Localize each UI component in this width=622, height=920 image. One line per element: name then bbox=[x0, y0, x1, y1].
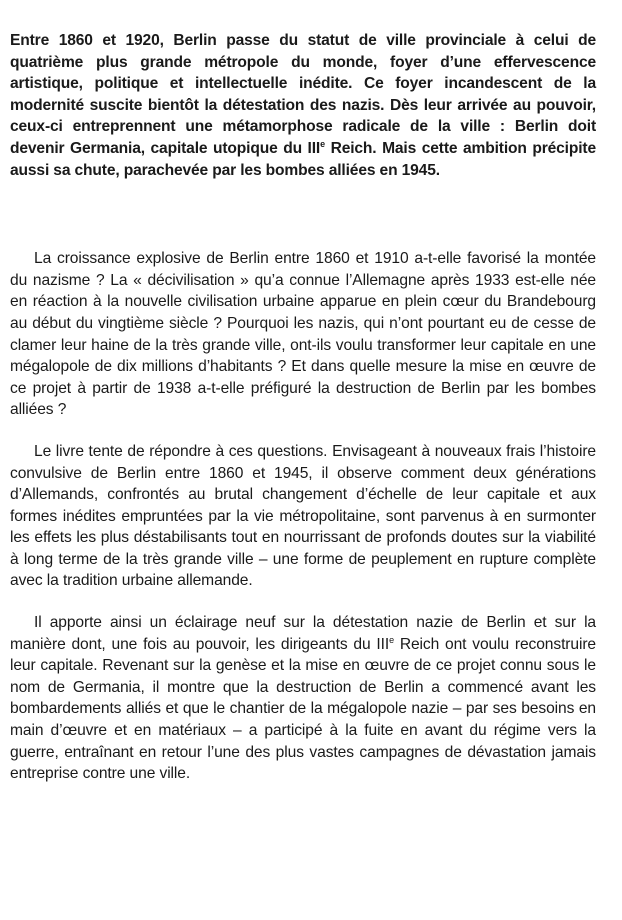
intro-text-part2: Reich. Mais cette ambition précipite aussi sa chute, parachevée par les bombes alliées en 1945. bbox=[10, 139, 596, 179]
intro-text-part1: Entre 1860 et 1920, Berlin passe du statut de ville provinciale à celui de quatrième plus grande métropole du monde, foyer d’une effervescence artistique, politique et intellectuelle inédite. Ce foyer incandescent de la modernité suscite bientôt la détestation des nazis. Dès leur arrivée au pouvoir, ceux-ci entreprennent une métamorphose radicale de la ville : Berlin doit devenir Germania, capitale utopique du III bbox=[10, 32, 596, 157]
paragraph-3-part2: Reich ont voulu reconstruire leur capitale. Revenant sur la genèse et la mise en œuvre de ce projet connu sous le nom de Germania, il montre que la destruction de Berlin a commencé avant les bombardements alliés et que le chantier de la mégalopole nazie – par ses besoins en main d’œuvre et en matériaux – a participé à la fuite en avant du régime vers la guerre, entraînant en retour l’une des plus vastes campagnes de dévastation jamais entreprise contre une ville. bbox=[10, 635, 597, 783]
body-paragraph-1: La croissance explosive de Berlin entre 1860 et 1910 a-t-elle favorisé la montée du nazisme ? La « décivilisation » qu’a connue l’Allemagne après 1933 est-elle née en réaction à la nouvelle civilisation urbaine apparue en plein cœur du Brandebourg au début du vingtième siècle ? Pourquoi les nazis, qui n’ont pourtant eu de cesse de clamer leur haine de la très grande ville, ont-ils voulu transformer leur capitale en une mégalopole de dix millions d’habitants ? Et dans quelle mesure la mise en œuvre de ce projet à partir de 1938 a-t-elle préfiguré la destruction de Berlin par les bombes alliées ? bbox=[10, 250, 596, 419]
intro-paragraph bbox=[10, 0, 596, 181]
body-paragraph-2: Le livre tente de répondre à ces questions. Envisageant à nouveaux frais l’histoire convulsive de Berlin entre 1860 et 1945, il observe comment deux générations d’Allemands, confrontés au brutal changement d’échelle de leur capitale et aux formes inédites empruntées par la vie métropolitaine, sont parvenus à en surmonter les effets les plus déstabilisants tout en nourrissant de profonds doutes sur la viabilité à long terme de la très grande ville – une forme de peuplement en rupture complète avec la tradition urbaine allemande. bbox=[10, 442, 596, 590]
back-cover-text bbox=[10, 0, 596, 805]
body-paragraph-3 bbox=[10, 612, 596, 785]
paragraph-3-part1: Il apporte ainsi un éclairage neuf sur la détestation nazie de Berlin et sur la manière dont, une fois au pouvoir, les dirigeants du III bbox=[10, 614, 596, 653]
intro-superscript: e bbox=[320, 138, 325, 149]
paragraph-3-superscript: e bbox=[389, 634, 394, 645]
body-text bbox=[10, 248, 596, 785]
